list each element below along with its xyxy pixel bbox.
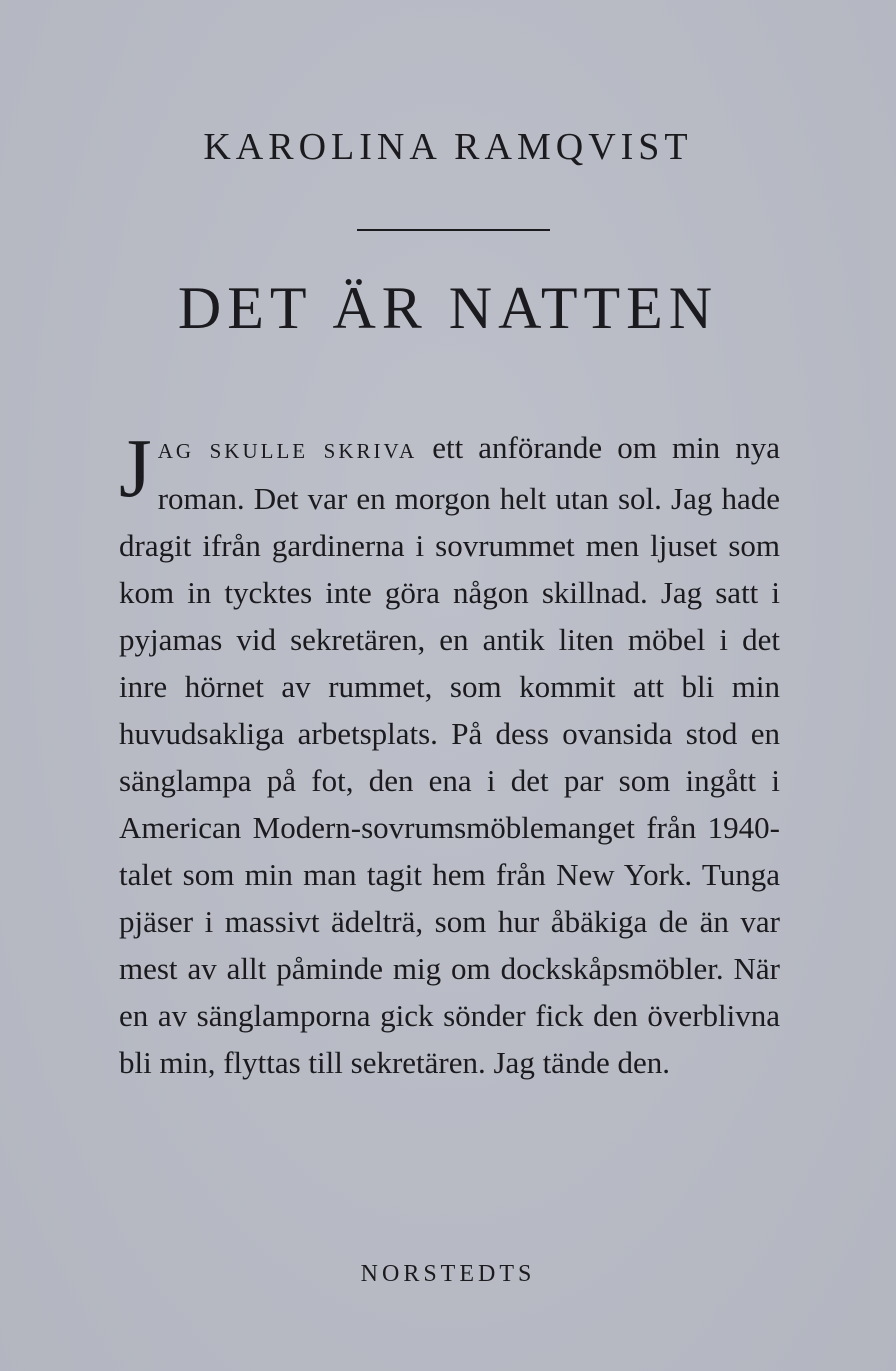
lead-in-small-caps: AG SKULLE SKRIVA (157, 439, 418, 463)
divider-rule (357, 229, 550, 231)
book-title: DET ÄR NATTEN (177, 275, 719, 341)
drop-cap: J (119, 422, 152, 515)
excerpt-paragraph (119, 424, 780, 1086)
excerpt-text: ett anförande om min nya roman. Det var en morgon helt utan sol. Jag hade dragit ifrån gardinerna i sovrummet men ljuset som kom in tycktes inte göra någon skillnad. Jag satt i pyjamas vid sekretären, en antik liten möbel i det inre hörnet av rummet, som kommit att bli min huvudsakliga arbetsplats. På dess ovansida stod en sänglampa på fot, den ena i det par som ingått i American Modern-sovrumsmöblemanget från 1940-talet som min man tagit hem från New York. Tunga pjäser i massivt ädelträ, som hur åbäkiga de än var mest av allt påminde mig om dockskåpsmöbler. När en av sänglamporna gick sönder fick den överblivna bli min, flyttas till sekretären. Jag tände den. (119, 430, 780, 1080)
publisher-name: NORSTEDTS (360, 1261, 536, 1287)
author-name: KAROLINA RAMQVIST (203, 126, 693, 168)
